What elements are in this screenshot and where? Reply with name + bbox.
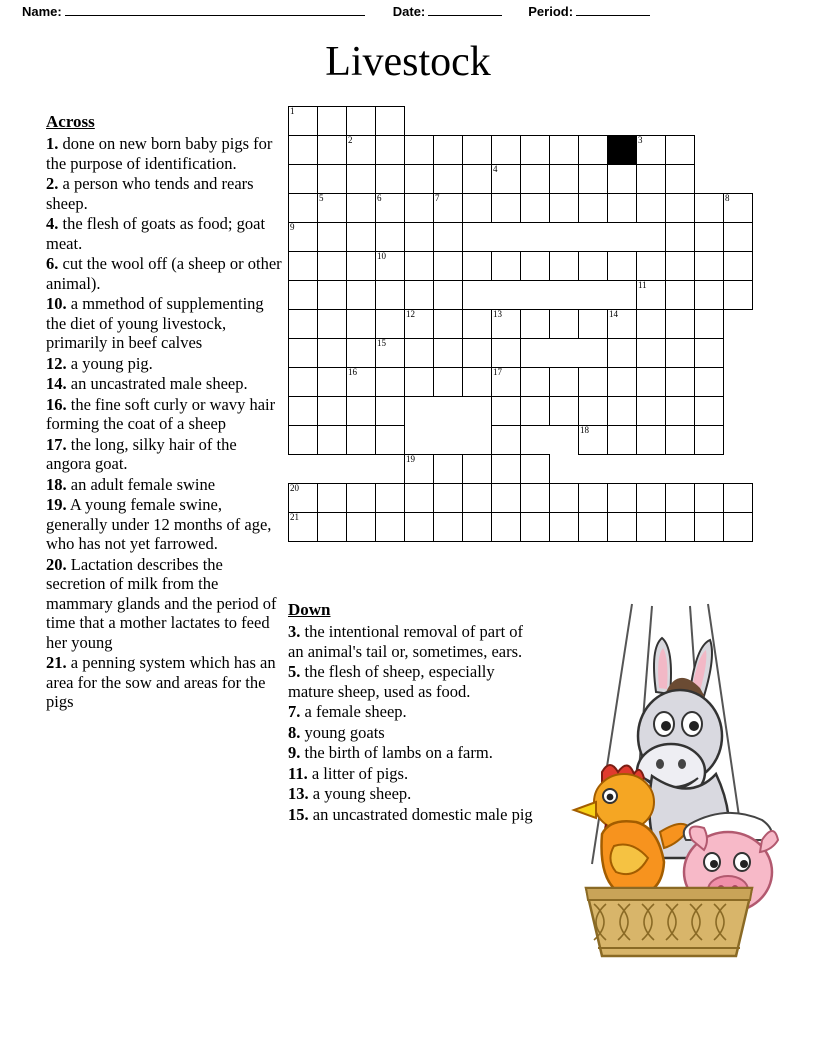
grid-cell[interactable] [375,193,405,223]
grid-cell[interactable] [288,164,318,194]
grid-cell[interactable] [607,425,637,455]
grid-cell[interactable] [665,309,695,339]
grid-cell[interactable] [375,251,405,281]
grid-cell[interactable] [433,280,463,310]
grid-cell[interactable] [462,251,492,281]
grid-cell[interactable] [578,425,608,455]
grid-cell[interactable] [433,193,463,223]
clue-number: 11. [288,763,308,783]
grid-cell[interactable] [520,193,550,223]
across-clue-2 [46,174,284,213]
grid-cell[interactable] [288,338,318,368]
grid-cell[interactable] [288,483,318,513]
grid-cell[interactable] [375,512,405,542]
clue-text: Lactation describes the secretion of milk from the mammary glands and the period of time that a mother lactates to feed her young [46,554,277,652]
clue-number: 1. [46,134,59,153]
clue-text: cut the wool off (a sheep or other animal). [46,254,282,293]
across-clue-14 [46,374,284,394]
grid-cell-blocked [607,135,637,165]
grid-cell[interactable] [404,164,434,194]
grid-cell[interactable] [578,367,608,397]
across-clue-18 [46,475,284,495]
clue-number: 3. [288,622,301,641]
clue-text: a female sheep. [300,702,407,721]
grid-cell[interactable] [404,309,434,339]
grid-cell[interactable] [723,512,753,542]
grid-cell[interactable] [549,396,579,426]
grid-cell[interactable] [723,193,753,223]
name-field[interactable] [22,4,365,19]
grid-cell[interactable] [491,512,521,542]
grid-cell[interactable] [520,164,550,194]
grid-cell[interactable] [665,425,695,455]
period-field[interactable] [528,4,650,19]
grid-cell[interactable] [288,251,318,281]
clue-text: the flesh of sheep, especially mature sheep, used as food. [288,662,495,701]
grid-cell-number: 3 [638,135,643,145]
grid-cell[interactable] [491,164,521,194]
grid-cell[interactable] [520,396,550,426]
date-field[interactable] [393,4,503,19]
grid-cell-number: 2 [348,135,353,145]
crossword-grid[interactable] [288,106,788,586]
grid-cell[interactable] [607,164,637,194]
clue-text: an uncastrated domestic male pig [308,804,533,824]
grid-cell[interactable] [520,135,550,165]
grid-cell[interactable] [491,425,521,455]
grid-cell[interactable] [549,164,579,194]
grid-cell[interactable] [346,483,376,513]
grid-cell[interactable] [665,512,695,542]
grid-cell[interactable] [317,135,347,165]
grid-cell-number: 8 [725,193,730,203]
grid-cell[interactable] [607,193,637,223]
grid-cell[interactable] [404,338,434,368]
clue-number: 9. [288,743,301,762]
grid-cell[interactable] [578,512,608,542]
grid-cell[interactable] [288,222,318,252]
name-label: Name: [22,4,62,19]
grid-cell[interactable] [375,309,405,339]
clue-text: a person who tends and rears sheep. [46,174,254,213]
header-fields [22,4,782,19]
across-clue-4 [46,214,284,253]
clue-number: 10. [46,294,67,313]
grid-cell-number: 11 [638,280,647,290]
grid-cell-number: 7 [435,193,440,203]
grid-cell[interactable] [578,483,608,513]
grid-cell[interactable] [491,338,521,368]
clue-text: the birth of lambs on a farm. [300,743,493,762]
grid-cell[interactable] [665,164,695,194]
grid-cell[interactable] [346,251,376,281]
grid-cell[interactable] [665,338,695,368]
grid-cell[interactable] [694,367,724,397]
grid-cell[interactable] [491,309,521,339]
grid-cell[interactable] [665,367,695,397]
farm-animals-illustration [540,596,798,960]
down-clue-8 [288,723,536,743]
grid-cell[interactable] [520,309,550,339]
grid-cell[interactable] [549,135,579,165]
grid-cell[interactable] [462,164,492,194]
name-write-line[interactable] [65,4,365,16]
grid-cell[interactable] [288,193,318,223]
grid-cell[interactable] [607,396,637,426]
grid-cell[interactable] [520,454,550,484]
grid-cell-number: 13 [493,309,502,319]
grid-cell[interactable] [462,512,492,542]
clue-text: a young sheep. [308,784,412,803]
balloon-basket-svg [540,596,798,960]
grid-cell[interactable] [288,135,318,165]
grid-cell[interactable] [694,512,724,542]
clue-number: 7. [288,702,301,721]
grid-cell-number: 16 [348,367,357,377]
grid-cell[interactable] [375,338,405,368]
across-clue-10 [46,294,284,353]
grid-cell[interactable] [665,222,695,252]
clue-text: the intentional removal of part of an animal's tail or, sometimes, ears. [288,622,524,661]
clue-number: 20. [46,554,67,574]
grid-cell[interactable] [317,251,347,281]
down-clue-list [288,600,536,825]
grid-cell[interactable] [665,396,695,426]
grid-cell[interactable] [317,309,347,339]
grid-cell[interactable] [491,251,521,281]
grid-cell[interactable] [607,338,637,368]
grid-cell[interactable] [636,251,666,281]
clue-number: 15. [288,804,309,824]
grid-cell[interactable] [404,251,434,281]
grid-cell[interactable] [694,309,724,339]
period-label: Period: [528,4,574,19]
clue-text: done on new born baby pigs for the purpose of identification. [46,134,273,173]
grid-cell[interactable] [491,454,521,484]
date-label: Date: [392,4,426,19]
clue-number: 13. [288,784,309,803]
grid-cell[interactable] [375,425,405,455]
clue-text: A young female swine, generally under 12 months of age, who has not yet farrowed. [46,495,272,553]
grid-cell[interactable] [462,309,492,339]
basket [586,888,752,956]
grid-cell[interactable] [491,135,521,165]
grid-cell[interactable] [694,338,724,368]
grid-cell[interactable] [288,309,318,339]
grid-cell[interactable] [636,396,666,426]
grid-cell-number: 20 [290,483,299,493]
period-write-line[interactable] [576,4,650,16]
across-clue-19 [46,495,284,554]
grid-cell[interactable] [607,367,637,397]
clue-text: the fine soft curly or wavy hair forming the coat of a sheep [46,394,276,433]
grid-cell[interactable] [375,280,405,310]
grid-cell[interactable] [520,251,550,281]
grid-cell[interactable] [462,483,492,513]
grid-cell[interactable] [578,251,608,281]
grid-cell-number: 10 [377,251,386,261]
grid-cell[interactable] [636,309,666,339]
clue-number: 5. [288,662,301,681]
grid-cell[interactable] [462,338,492,368]
grid-cell[interactable] [491,483,521,513]
across-clue-20 [46,555,284,653]
grid-cell[interactable] [375,367,405,397]
grid-cell[interactable] [375,164,405,194]
grid-cell[interactable] [462,193,492,223]
grid-cell[interactable] [288,280,318,310]
grid-cell-number: 17 [493,367,502,377]
grid-cell[interactable] [317,193,347,223]
grid-cell[interactable] [636,135,666,165]
grid-cell[interactable] [636,338,666,368]
grid-cell[interactable] [491,367,521,397]
grid-cell-number: 18 [580,425,589,435]
clue-text: a litter of pigs. [307,763,409,783]
grid-cell[interactable] [578,396,608,426]
across-clue-21 [46,653,284,712]
grid-cell[interactable] [694,425,724,455]
clue-text: young goats [300,722,385,742]
date-write-line[interactable] [428,4,502,16]
grid-cell[interactable] [346,106,376,136]
grid-cell[interactable] [549,512,579,542]
grid-cell[interactable] [723,483,753,513]
clue-text: the flesh of goats as food; goat meat. [46,214,266,253]
grid-cell[interactable] [636,193,666,223]
grid-cell[interactable] [346,425,376,455]
clue-text: an uncastrated male sheep. [66,374,248,393]
grid-cell[interactable] [694,396,724,426]
across-clue-6 [46,254,284,293]
grid-cell[interactable] [346,164,376,194]
grid-cell[interactable] [636,483,666,513]
grid-cell-number: 4 [493,164,498,174]
grid-cell[interactable] [317,367,347,397]
down-clue-13 [288,784,536,804]
grid-cell-number: 9 [290,222,295,232]
grid-cell[interactable] [694,251,724,281]
grid-cell[interactable] [433,164,463,194]
grid-cell[interactable] [317,164,347,194]
grid-cell[interactable] [288,396,318,426]
across-clue-17 [46,435,284,474]
grid-cell[interactable] [288,512,318,542]
grid-cell[interactable] [462,135,492,165]
grid-cell[interactable] [433,338,463,368]
page-title: Livestock [325,39,491,85]
across-heading: Across [46,112,95,131]
grid-cell[interactable] [578,309,608,339]
grid-cell[interactable] [520,483,550,513]
grid-cell[interactable] [346,135,376,165]
grid-cell[interactable] [375,135,405,165]
grid-cell[interactable] [549,309,579,339]
down-clue-15 [288,805,536,825]
grid-cell[interactable] [433,309,463,339]
grid-cell[interactable] [723,222,753,252]
grid-cell[interactable] [404,483,434,513]
grid-cell[interactable] [346,396,376,426]
clue-number: 4. [46,214,59,233]
down-heading: Down [288,600,331,619]
grid-cell[interactable] [346,367,376,397]
clue-number: 8. [288,722,301,742]
grid-cell[interactable] [404,193,434,223]
grid-cell[interactable] [462,454,492,484]
grid-cell[interactable] [317,338,347,368]
clue-number: 19. [46,495,67,514]
grid-cell[interactable] [694,483,724,513]
grid-cell[interactable] [665,251,695,281]
grid-cell[interactable] [665,280,695,310]
grid-cell[interactable] [375,396,405,426]
grid-cell[interactable] [520,367,550,397]
grid-cell[interactable] [694,193,724,223]
grid-cell-number: 21 [290,512,299,522]
grid-cell[interactable] [404,454,434,484]
grid-cell[interactable] [433,483,463,513]
grid-cell[interactable] [346,193,376,223]
grid-cell[interactable] [433,251,463,281]
grid-cell-number: 15 [377,338,386,348]
clue-number: 17. [46,434,67,454]
grid-cell[interactable] [346,512,376,542]
grid-cell[interactable] [317,425,347,455]
grid-cell[interactable] [404,367,434,397]
grid-cell-number: 19 [406,454,415,464]
grid-cell[interactable] [578,135,608,165]
grid-cell[interactable] [578,193,608,223]
grid-cell[interactable] [520,512,550,542]
grid-cell-number: 12 [406,309,415,319]
across-clue-12 [46,354,284,374]
grid-cell[interactable] [636,512,666,542]
across-clues [46,134,284,712]
clue-text: a penning system which has an area for the sow and areas for the pigs [46,653,276,711]
grid-cell[interactable] [317,280,347,310]
clue-text: a young pig. [66,353,153,373]
grid-cell[interactable] [433,512,463,542]
grid-cell[interactable] [636,367,666,397]
grid-cell[interactable] [491,193,521,223]
grid-cell[interactable] [317,512,347,542]
grid-cell[interactable] [288,425,318,455]
grid-cell[interactable] [549,483,579,513]
grid-cell[interactable] [665,135,695,165]
grid-cell[interactable] [636,164,666,194]
grid-cell[interactable] [549,193,579,223]
across-clue-1 [46,134,284,173]
clue-text: an adult female swine [66,474,216,494]
grid-cell[interactable] [288,106,318,136]
grid-cell[interactable] [607,251,637,281]
grid-cell-number: 6 [377,193,382,203]
grid-cell[interactable] [433,367,463,397]
clue-number: 16. [46,394,67,414]
grid-cell[interactable] [665,483,695,513]
grid-cell[interactable] [375,222,405,252]
clue-number: 6. [46,254,59,273]
down-clues [288,622,536,824]
down-clue-3 [288,622,536,661]
grid-cell[interactable] [694,280,724,310]
grid-cell[interactable] [607,309,637,339]
grid-cell[interactable] [665,193,695,223]
grid-cell[interactable] [375,483,405,513]
grid-cell[interactable] [549,251,579,281]
grid-cell[interactable] [433,454,463,484]
down-clue-5 [288,662,536,701]
grid-cell[interactable] [578,164,608,194]
grid-cell[interactable] [317,222,347,252]
grid-cell[interactable] [462,367,492,397]
grid-cell-number: 14 [609,309,618,319]
grid-cell[interactable] [433,222,463,252]
grid-cell[interactable] [375,106,405,136]
grid-cell[interactable] [723,280,753,310]
grid-cell[interactable] [694,222,724,252]
grid-cell[interactable] [288,367,318,397]
clue-number: 2. [46,174,59,193]
clue-number: 12. [46,353,67,373]
grid-cell[interactable] [346,222,376,252]
grid-cell[interactable] [404,512,434,542]
grid-cell[interactable] [346,309,376,339]
grid-cell[interactable] [636,280,666,310]
grid-cell[interactable] [317,396,347,426]
clue-number: 21. [46,653,67,672]
down-clue-11 [288,764,536,784]
grid-cell[interactable] [404,135,434,165]
down-clue-7 [288,702,536,722]
across-clue-list [46,112,284,713]
grid-cell[interactable] [433,135,463,165]
grid-cell[interactable] [346,338,376,368]
clue-number: 18. [46,474,67,494]
clue-number: 14. [46,374,67,393]
grid-cell[interactable] [607,483,637,513]
across-clue-16 [46,395,284,434]
grid-cell[interactable] [317,483,347,513]
down-clue-9 [288,743,536,763]
grid-cell[interactable] [491,396,521,426]
grid-cell-number: 1 [290,106,295,116]
grid-cell[interactable] [607,512,637,542]
grid-cell[interactable] [549,367,579,397]
clue-text: a mmethod of supplementing the diet of young livestock, primarily in beef calves [46,294,264,352]
grid-cell-number: 5 [319,193,324,203]
clue-text: the long, silky hair of the angora goat. [46,434,237,473]
grid-cell[interactable] [723,251,753,281]
grid-cell[interactable] [636,425,666,455]
grid-cell[interactable] [346,280,376,310]
grid-cell[interactable] [317,106,347,136]
